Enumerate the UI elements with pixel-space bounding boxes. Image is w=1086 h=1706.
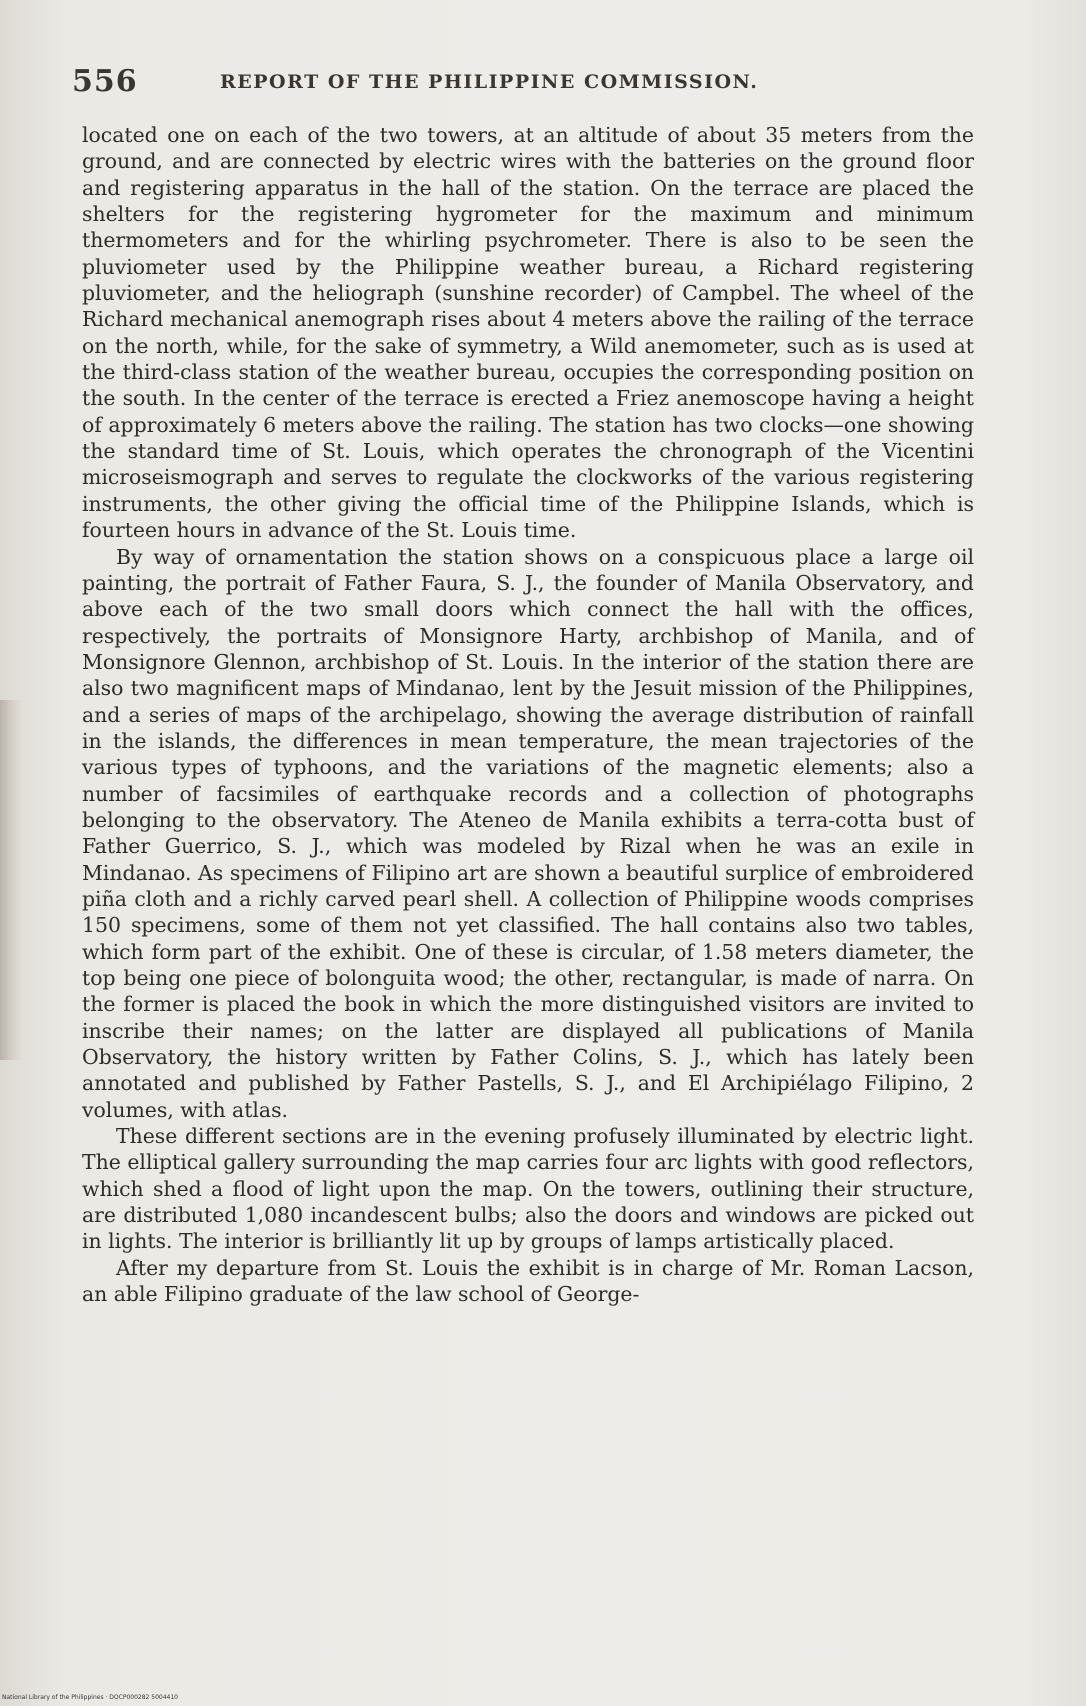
paragraph-4: After my departure from St. Louis the exhibit is in charge of Mr. Roman Lacson, an able Filipino graduate of the law school of George- xyxy=(82,1255,974,1307)
paragraph-2: By way of ornamentation the station shows on a conspicuous place a large oil painting, the portrait of Father Faura, S. J., the founder of Manila Observatory, and above each of the two small doors which connect the hall with the offices, respectively, the portraits of Monsignore Harty, archbishop of Manila, and of Monsignore Glennon, archbishop of St. Louis. In the interior of the station there are also two magnificent maps of Mindanao, lent by the Jesuit mission of the Philippines, and a series of maps of the archipelago, showing the average distribution of rainfall in the islands, the differences in mean temperature, the mean trajectories of the various types of typhoons, and the variations of the magnetic elements; also a number of facsimiles of earthquake records and a collection of photographs belonging to the observatory. The Ateneo de Manila exhibits a terra-cotta bust of Father Guerrico, S. J., which was modeled by Rizal when he was an exile in Mindanao. As specimens of Filipino art are shown a beautiful surplice of embroidered piña cloth and a richly carved pearl shell. A collection of Philippine woods comprises 150 specimens, some of them not yet classified. The hall contains also two tables, which form part of the exhibit. One of these is circular, of 1.58 meters diameter, the top being one piece of bolonguita wood; the other, rectangular, is made of narra. On the former is placed the book in which the more distinguished visitors are invited to inscribe their names; on the latter are displayed all publications of Manila Observatory, the history written by Father Colins, S. J., which has lately been annotated and published by Father Pastells, S. J., and El Archipiélago Filipino, 2 volumes, with atlas. xyxy=(82,544,974,1122)
page-header xyxy=(72,64,972,104)
running-head: REPORT OF THE PHILIPPINE COMMISSION. xyxy=(220,71,759,93)
scan-footer-mark: National Library of the Philippines · DOCP000282 5004410 xyxy=(2,1694,178,1701)
body-text xyxy=(82,122,974,1307)
page-number: 556 xyxy=(72,64,138,99)
page-edge-shadow xyxy=(0,700,22,1060)
paragraph-1: located one on each of the two towers, at an altitude of about 35 meters from the ground, and are connected by electric wires with the batteries on the ground floor and registering apparatus in the hall of the station. On the terrace are placed the shelters for the registering hygrometer for the maximum and minimum thermometers and for the whirling psychrometer. There is also to be seen the pluviometer used by the Philippine weather bureau, a Richard registering pluviometer, and the heliograph (sunshine recorder) of Campbel. The wheel of the Richard mechanical anemograph rises about 4 meters above the railing of the terrace on the north, while, for the sake of symmetry, a Wild anemometer, such as is used at the third-class station of the weather bureau, occupies the corresponding position on the south. In the center of the terrace is erected a Friez anemoscope having a height of approximately 6 meters above the railing. The station has two clocks—one showing the standard time of St. Louis, which operates the chronograph of the Vicentini microseismograph and serves to regulate the clockworks of the various registering instruments, the other giving the official time of the Philippine Islands, which is fourteen hours in advance of the St. Louis time. xyxy=(82,123,974,543)
paragraph-3: These different sections are in the evening profusely illuminated by electric light. The elliptical gallery surrounding the map carries four arc lights with good reflectors, which shed a flood of light upon the map. On the towers, outlining their structure, are distributed 1,080 incandescent bulbs; also the doors and windows are picked out in lights. The interior is brilliantly lit up by groups of lamps artistically placed. xyxy=(82,1124,974,1254)
